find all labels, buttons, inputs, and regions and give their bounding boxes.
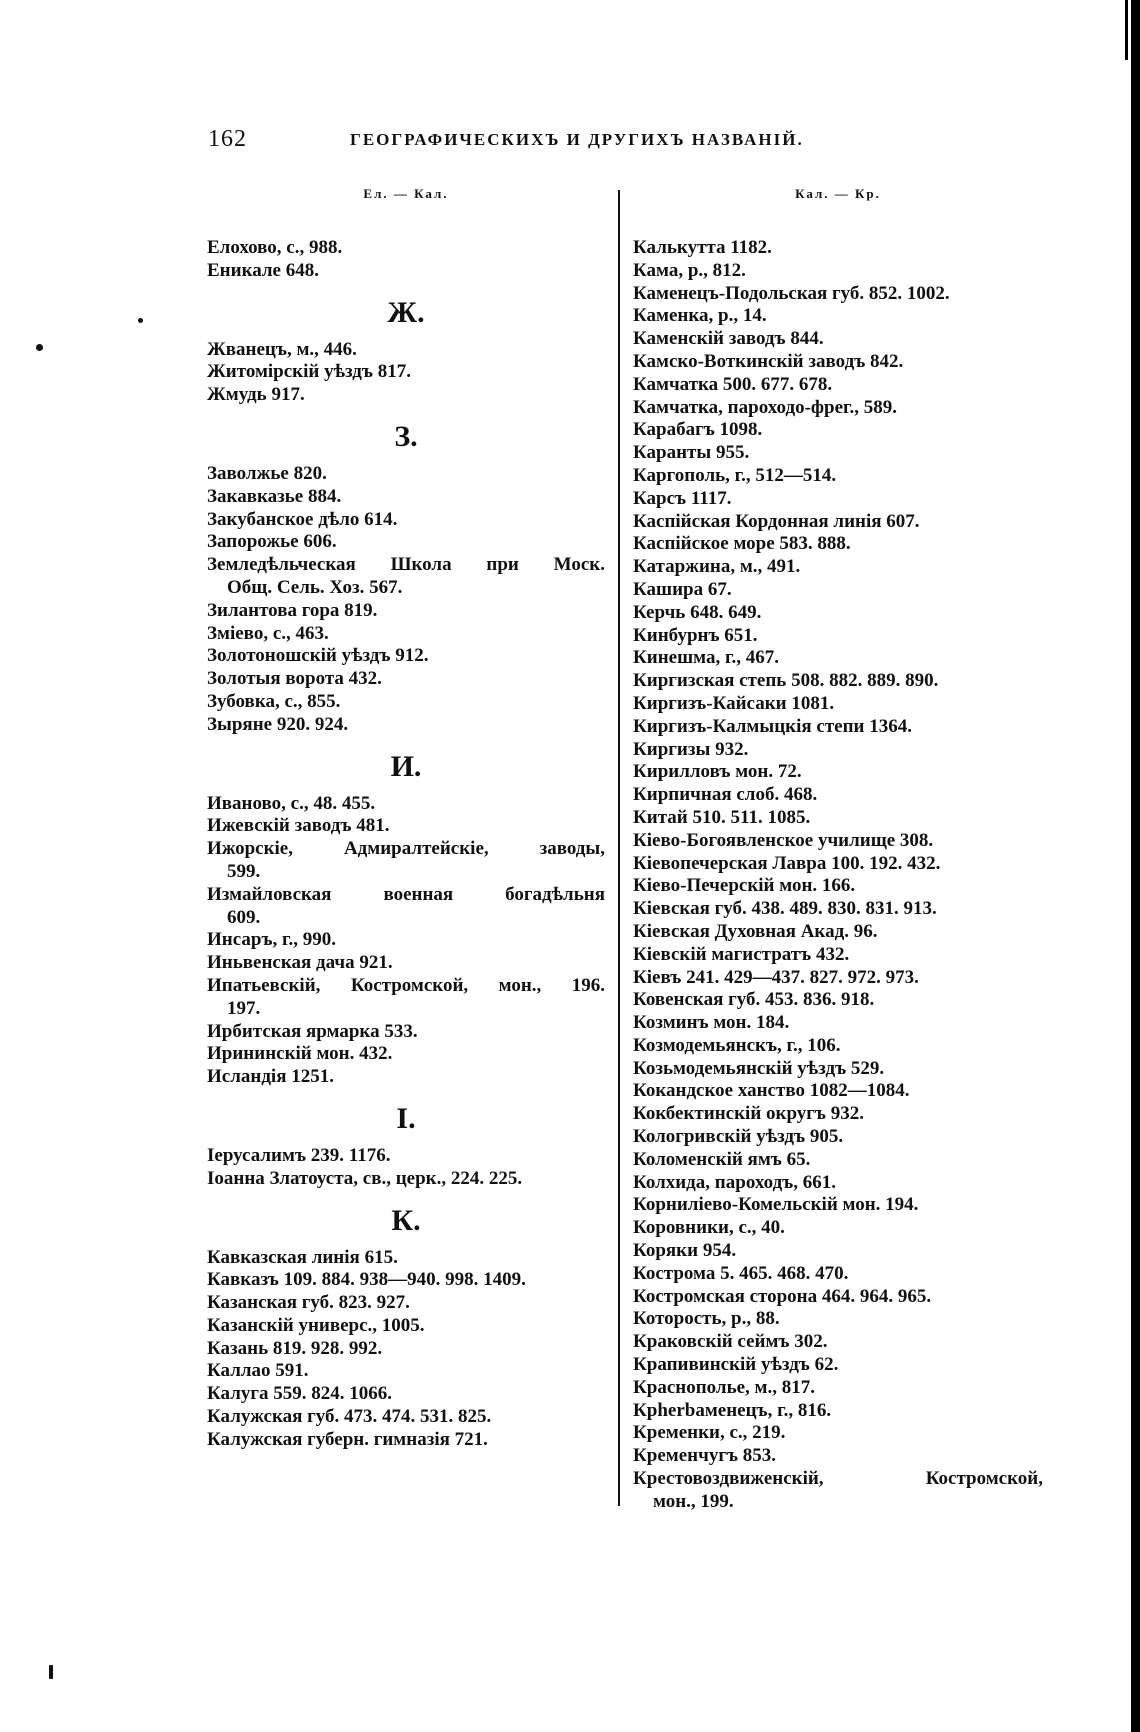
index-entry: Казанская губ. 823. 927. xyxy=(207,1292,410,1314)
left-index-entries xyxy=(207,237,605,1452)
left-column xyxy=(207,185,605,1452)
index-entry: Кирпичная слоб. 468. xyxy=(633,784,818,806)
index-entry: Корниліево-Комельскій мон. 194. xyxy=(633,1194,919,1216)
index-entry: Ижорскіе, Адмиралтейскіе, заводы, xyxy=(207,838,605,860)
index-entry: Каменецъ-Подольская губ. 852. 1002. xyxy=(633,282,950,304)
index-entry: Каспійская Кордонная линія 607. xyxy=(633,510,920,532)
index-entry: Измайловская военная богадѣльня xyxy=(207,883,605,905)
index-entry-continuation: 609. xyxy=(227,906,261,928)
index-entry: Зилантова гора 819. xyxy=(207,599,378,621)
index-entry: Ковенская губ. 453. 836. 918. xyxy=(633,989,875,1011)
index-entry: Каранты 955. xyxy=(633,442,750,464)
index-entry: Казань 819. 928. 992. xyxy=(207,1337,383,1359)
index-entry: Елохово, с., 988. xyxy=(207,237,343,258)
index-entry-continuation: 197. xyxy=(227,997,261,1019)
index-entry: Коряки 954. xyxy=(633,1240,737,1262)
index-entry: Жмудь 917. xyxy=(207,384,305,406)
index-entry: Золотыя ворота 432. xyxy=(207,668,382,690)
index-entry: Земледѣльческая Школа при Моск. xyxy=(207,554,605,576)
index-entry: Краснополье, м., 817. xyxy=(633,1376,816,1398)
index-entry: Киргизъ-Калмыцкія степи 1364. xyxy=(633,715,913,737)
right-column xyxy=(633,185,1043,1514)
index-entry: Керчь 648. 649. xyxy=(633,601,762,623)
index-entry: Киргизская степь 508. 882. 889. 890. xyxy=(633,670,939,692)
index-entry: Киргизъ-Кайсаки 1081. xyxy=(633,692,835,714)
running-title: ГЕОГРАФИЧЕСКИХЪ И ДРУГИХЪ НАЗВАНІЙ. xyxy=(350,130,804,149)
index-entry: Іоанна Златоуста, св., церк., 224. 225. xyxy=(207,1167,523,1189)
index-entry: Кинбурнъ 651. xyxy=(633,624,758,646)
index-entry: Киргизы 932. xyxy=(633,738,749,760)
index-entry: Крестовоздвиженскій, Костромской, xyxy=(633,1468,1043,1490)
index-entry: Ирининскій мон. 432. xyxy=(207,1043,393,1065)
index-entry-continuation: Общ. Сель. Хоз. 567. xyxy=(227,576,403,598)
index-entry: Каменка, р., 14. xyxy=(633,305,767,327)
index-entry: Каллао 591. xyxy=(207,1360,309,1382)
index-entry: Камчатка 500. 677. 678. xyxy=(633,373,833,395)
index-entry: Краковскій сеймъ 302. xyxy=(633,1331,828,1353)
index-entry: Еникале 648. xyxy=(207,259,319,281)
letter-heading: К. xyxy=(391,1203,421,1237)
index-entry: Казанскій универс., 1005. xyxy=(207,1314,425,1336)
index-entry: Коломенскій ямъ 65. xyxy=(633,1148,811,1170)
index-entry: Кіевопечерская Лавра 100. 192. 432. xyxy=(633,852,941,874)
ink-speck xyxy=(36,344,43,351)
index-entry: Кирилловъ мон. 72. xyxy=(633,761,802,783)
index-entry-continuation: мон., 199. xyxy=(653,1490,734,1512)
index-entry: Кокандское ханство 1082—1084. xyxy=(633,1080,910,1102)
index-entry: Кавказская линія 615. xyxy=(207,1246,398,1268)
index-entry: Кіевская губ. 438. 489. 830. 831. 913. xyxy=(633,898,937,920)
index-entry: Кинешма, г., 467. xyxy=(633,647,779,669)
index-entry: Калужская губ. 473. 474. 531. 825. xyxy=(207,1406,492,1428)
column-divider xyxy=(618,190,620,1506)
index-entry: Козьмодемьянскій уѣздъ 529. xyxy=(633,1057,885,1079)
letter-heading: И. xyxy=(390,749,422,783)
index-entry: Кавказъ 109. 884. 938—940. 998. 1409. xyxy=(207,1269,526,1291)
scan-edge-mark xyxy=(1125,0,1128,60)
index-entry: Кокбектинскій округъ 932. xyxy=(633,1103,864,1125)
index-entry: Колхида, пароходъ, 661. xyxy=(633,1171,837,1193)
letter-heading: З. xyxy=(394,419,418,453)
index-entry: Калькутта 1182. xyxy=(633,237,772,258)
index-entry: Козминъ мон. 184. xyxy=(633,1012,790,1034)
index-entry: Карабагъ 1098. xyxy=(633,419,763,441)
letter-heading: І. xyxy=(396,1101,416,1135)
index-entry: Іерусалимъ 239. 1176. xyxy=(207,1144,391,1166)
ink-speck xyxy=(138,318,143,323)
index-entry: Иньвенская дача 921. xyxy=(207,952,393,974)
index-entry: Кологривскій уѣздъ 905. xyxy=(633,1126,844,1148)
index-entry: Зміево, с., 463. xyxy=(207,622,329,644)
index-entry: Костромская сторона 464. 964. 965. xyxy=(633,1285,932,1307)
index-entry: Каменскій заводъ 844. xyxy=(633,328,824,350)
index-entry: Кіево-Печерскій мон. 166. xyxy=(633,875,856,897)
index-entry: Кама, р., 812. xyxy=(633,259,746,281)
index-entry: Калужская губерн. гимназія 721. xyxy=(207,1428,488,1450)
index-entry: Ижевскій заводъ 481. xyxy=(207,815,390,837)
index-entry: Исландія 1251. xyxy=(207,1066,334,1088)
index-entry: Каспійское море 583. 888. xyxy=(633,533,851,555)
index-entry: Ирбитская ярмарка 533. xyxy=(207,1020,418,1042)
index-entry: Запорожье 606. xyxy=(207,531,337,553)
index-entry: Камчатка, пароходо-фрег., 589. xyxy=(633,396,898,418)
index-entry: Калуга 559. 824. 1066. xyxy=(207,1383,392,1405)
index-entry: Закавказье 884. xyxy=(207,485,342,507)
index-entry: Китай 510. 511. 1085. xyxy=(633,806,811,828)
letter-heading: Ж. xyxy=(387,295,425,329)
index-entry: Крherbаменецъ, г., 816. xyxy=(633,1399,832,1421)
index-entry: Заволжье 820. xyxy=(207,462,327,484)
index-entry: Кременки, с., 219. xyxy=(633,1422,786,1444)
index-entry: Катаржина, м., 491. xyxy=(633,556,801,578)
scan-edge-bar xyxy=(1131,0,1140,1732)
index-entry: Каргополь, г., 512—514. xyxy=(633,464,837,486)
index-entry: Кіевъ 241. 429—437. 827. 972. 973. xyxy=(633,966,919,988)
index-entry: Карсъ 1117. xyxy=(633,487,732,509)
index-entry: Кременчугъ 853. xyxy=(633,1445,777,1467)
index-entry: Иваново, с., 48. 455. xyxy=(207,792,376,814)
index-entry-continuation: 599. xyxy=(227,860,261,882)
index-entry: Ипатьевскій, Костромской, мон., 196. xyxy=(207,974,605,996)
index-entry: Золотоношскій уѣздъ 912. xyxy=(207,645,429,667)
index-entry: Коровники, с., 40. xyxy=(633,1217,785,1239)
index-entry: Закубанское дѣло 614. xyxy=(207,508,398,530)
index-entry: Зубовка, с., 855. xyxy=(207,690,341,712)
column-heading: Ел. — Кал. xyxy=(363,186,449,201)
index-entry: Житомірскій уѣздъ 817. xyxy=(207,361,411,383)
index-entry: Кіево-Богоявленское училище 308. xyxy=(633,829,934,851)
index-entry: Кіевская Духовная Акад. 96. xyxy=(633,920,878,942)
index-entry: Кіевскій магистратъ 432. xyxy=(633,943,850,965)
index-entry: Инсаръ, г., 990. xyxy=(207,929,337,951)
index-entry: Жванецъ, м., 446. xyxy=(207,338,357,360)
page-number: 162 xyxy=(208,126,247,152)
index-entry: Кострома 5. 465. 468. 470. xyxy=(633,1262,849,1284)
column-heading: Кал. — Кр. xyxy=(795,186,881,201)
index-entry: Козмодемьянскъ, г., 106. xyxy=(633,1034,841,1056)
index-entry: Кашира 67. xyxy=(633,578,732,600)
index-entry: Которость, р., 88. xyxy=(633,1308,780,1330)
right-index-entries xyxy=(633,237,1043,1514)
index-entry: Камско-Воткинскій заводъ 842. xyxy=(633,350,904,372)
index-entry: Зыряне 920. 924. xyxy=(207,713,349,735)
index-entry: Крапивинскій уѣздъ 62. xyxy=(633,1354,839,1376)
ink-speck xyxy=(49,1665,53,1679)
